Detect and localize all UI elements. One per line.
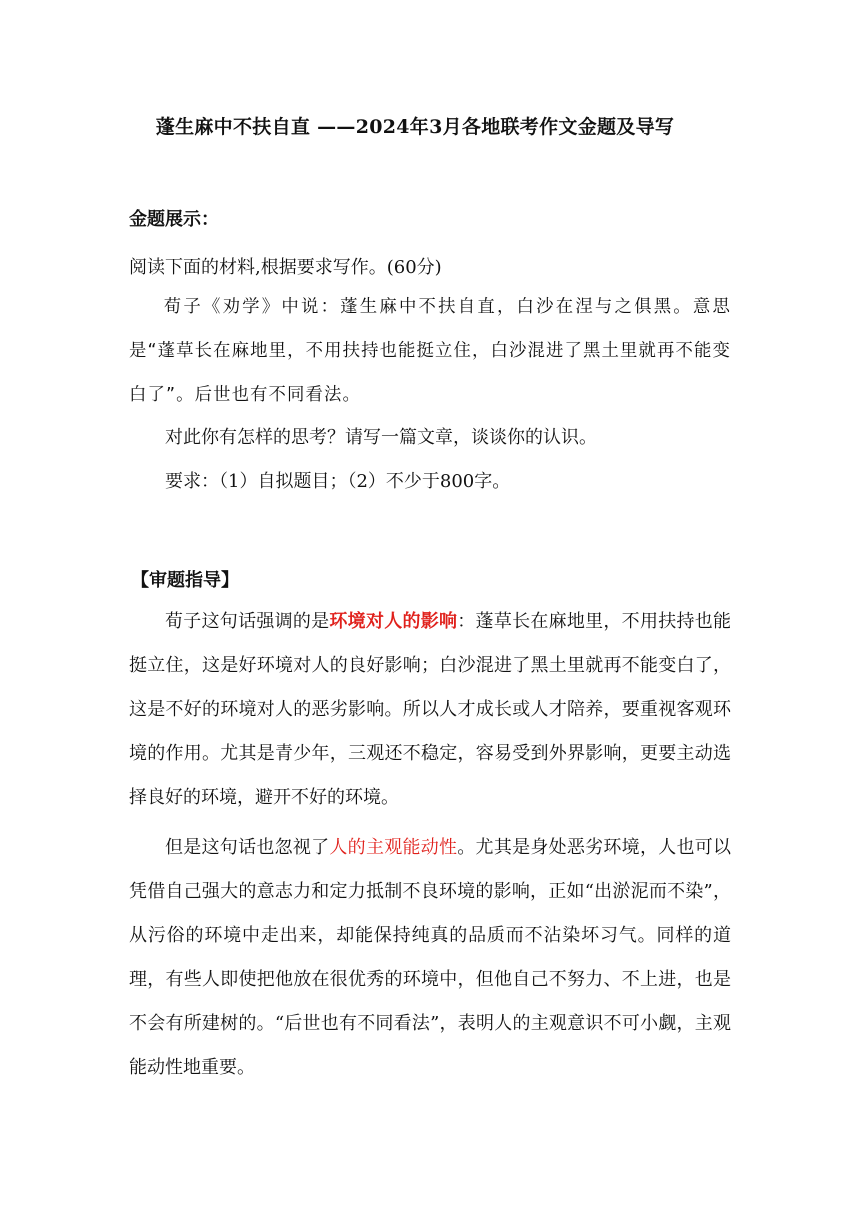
prompt-requirements: 要求：（1）自拟题目；（2）不少于800字。 — [165, 471, 511, 492]
prompt-section-heading: 金题展示： — [129, 209, 219, 230]
prompt-material: 荀子《劝学》中说：蓬生麻中不扶自直，白沙在涅与之俱黑。意思是“蓬草长在麻地里，不用扶持也能挺立住，白沙混进了黑土里就再不能变白了”。后世也有不同看法。 — [129, 297, 731, 405]
guidance-paragraph-2-after: 。尤其是身处恶劣环境，人也可以凭借自己强大的意志力和定力抵制不良环境的影响，正如“出淤泥而不染”，从污俗的环境中走出来，却能保持纯真的品质而不沾染坏习气。同样的道理，有些人即使把他放在很优秀的环境中，但他自己不努力、不上进，也是不会有所建树的。“后世也有不同看法”，表明人的主观意识不可小觑，主观能动性地重要。 — [129, 837, 732, 1078]
document-title: 蓬生麻中不扶自直 ——2024年3月各地联考作文金题及导写 — [155, 116, 675, 138]
guidance-paragraph-1 — [129, 600, 731, 820]
prompt-question: 对此你有怎样的思考？请写一篇文章，谈谈你的认识。 — [165, 427, 597, 448]
guidance-paragraph-1-before: 荀子这句话强调的是 — [165, 611, 330, 632]
guidance-section-heading: 【审题指导】 — [131, 570, 239, 591]
prompt-instruction: 阅读下面的材料,根据要求写作。(60分) — [129, 257, 442, 278]
guidance-paragraph-2-before: 但是这句话也忽视了 — [165, 837, 330, 858]
guidance-paragraph-2 — [129, 826, 731, 1090]
guidance-highlight-initiative: 人的主观能动性 — [329, 837, 458, 858]
guidance-highlight-environment: 环境对人的影响 — [329, 611, 458, 632]
guidance-paragraph-1-after: ：蓬草长在麻地里，不用扶持也能挺立住，这是好环境对人的良好影响；白沙混进了黑土里就再不能变白了，这是不好的环境对人的恶劣影响。所以人才成长或人才陪养，要重视客观环境的作用。尤其是青少年，三观还不稳定，容易受到外界影响，更要主动选择良好的环境，避开不好的环境。 — [129, 611, 732, 808]
